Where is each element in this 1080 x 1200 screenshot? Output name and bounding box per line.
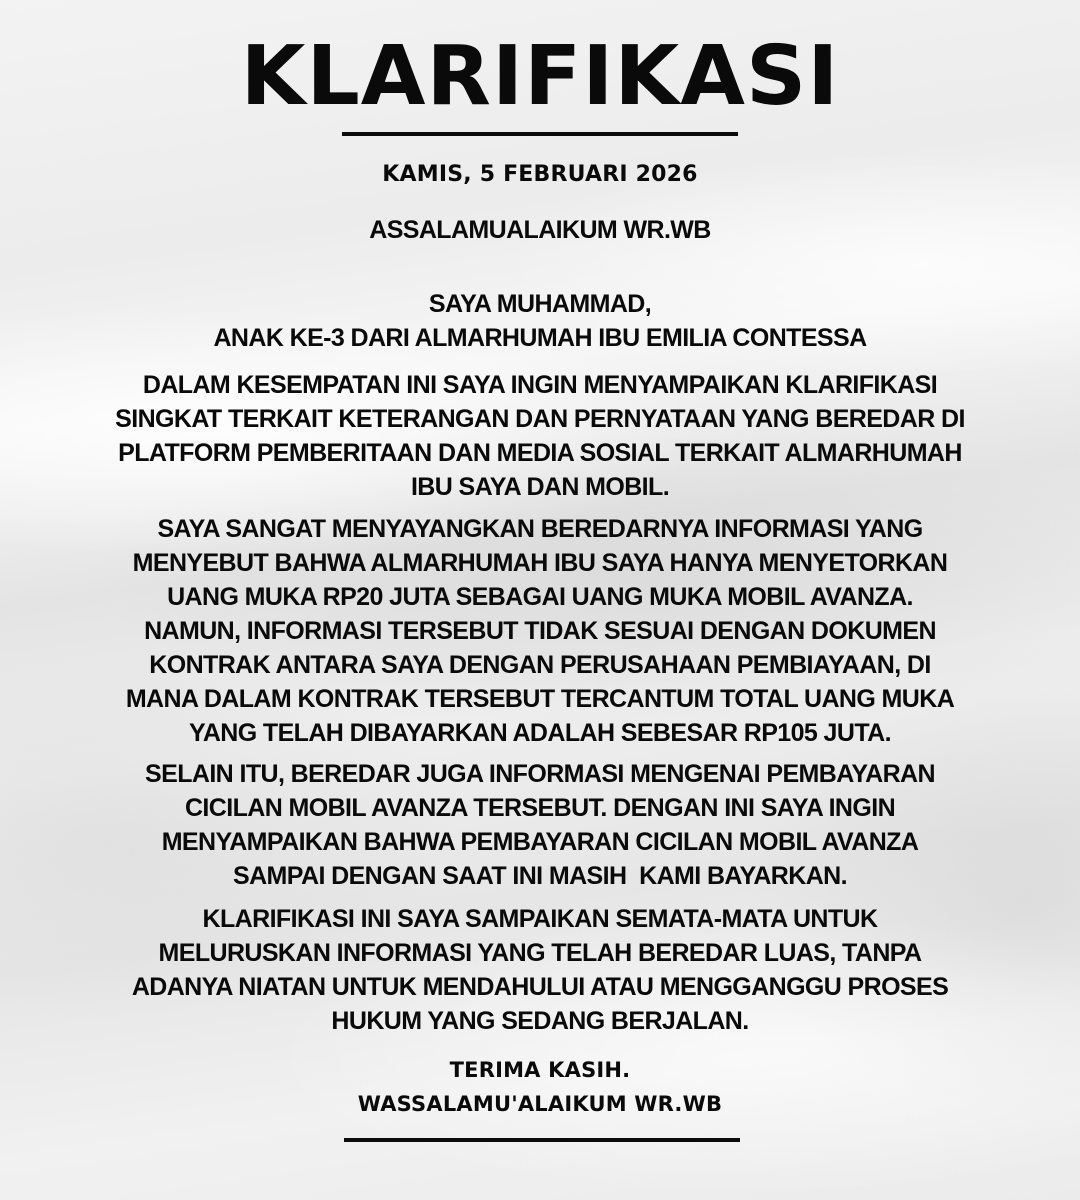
opening-greeting <box>0 213 1080 247</box>
paragraph-line: HUKUM YANG SEDANG BERJALAN. <box>331 1007 749 1035</box>
paragraph-line: NAMUN, INFORMASI TERSEBUT TIDAK SESUAI DENGAN DOKUMEN <box>144 617 936 645</box>
closing-line: WASSALAMU'ALAIKUM WR.WB <box>357 1092 723 1116</box>
author-introduction <box>0 287 1080 355</box>
date-text: KAMIS, 5 FEBRUARI 2026 <box>382 162 698 187</box>
paragraph-line: DALAM KESEMPATAN INI SAYA INGIN MENYAMPAIKAN KLARIFIKASI <box>142 371 938 399</box>
statement-date <box>0 158 1080 192</box>
paragraph-line: SINGKAT TERKAIT KETERANGAN DAN PERNYATAAN YANG BEREDAR DI <box>115 405 965 433</box>
paragraph-line: SELAIN ITU, BEREDAR JUGA INFORMASI MENGENAI PEMBAYARAN <box>145 760 935 788</box>
footer-divider <box>344 1138 740 1142</box>
closing-line: TERIMA KASIH. <box>449 1058 631 1082</box>
paragraph-line: MENYAMPAIKAN BAHWA PEMBAYARAN CICILAN MOBIL AVANZA <box>161 828 919 856</box>
greeting-text: ASSALAMUALAIKUM WR.WB <box>369 216 711 244</box>
paragraph-down-payment <box>0 512 1080 750</box>
title-divider <box>342 132 738 136</box>
intro-line: ANAK KE-3 DARI ALMARHUMAH IBU EMILIA CONTESSA <box>213 324 867 352</box>
paragraph-line: IBU SAYA DAN MOBIL. <box>410 473 670 501</box>
paragraph-line: KLARIFIKASI INI SAYA SAMPAIKAN SEMATA-MATA UNTUK <box>202 905 878 933</box>
paragraph-line: PLATFORM PEMBERITAAN DAN MEDIA SOSIAL TERKAIT ALMARHUMAH <box>118 439 962 467</box>
closing-greeting <box>0 1053 1080 1121</box>
paragraph-line: MELURUSKAN INFORMASI YANG TELAH BEREDAR LUAS, TANPA <box>158 939 922 967</box>
paragraph-purpose <box>0 368 1080 504</box>
paragraph-line: SAMPAI DENGAN SAAT INI MASIH KAMI BAYARKAN. <box>233 862 847 890</box>
intro-line: SAYA MUHAMMAD, <box>428 290 652 318</box>
document-title: KLARIFIKASI <box>240 29 840 124</box>
paragraph-line: UANG MUKA RP20 JUTA SEBAGAI UANG MUKA MOBIL AVANZA. <box>167 583 913 611</box>
paragraph-intent <box>0 902 1080 1038</box>
paragraph-installments <box>0 757 1080 893</box>
paragraph-line: YANG TELAH DIBAYARKAN ADALAH SEBESAR RP105 JUTA. <box>189 719 891 747</box>
paragraph-line: CICILAN MOBIL AVANZA TERSEBUT. DENGAN INI SAYA INGIN <box>184 794 896 822</box>
paragraph-line: SAYA SANGAT MENYAYANGKAN BEREDARNYA INFORMASI YANG <box>157 515 923 543</box>
paragraph-line: MENYEBUT BAHWA ALMARHUMAH IBU SAYA HANYA MENYETORKAN <box>132 549 948 577</box>
paragraph-line: ADANYA NIATAN UNTUK MENDAHULUI ATAU MENGGANGGU PROSES <box>131 973 949 1001</box>
paragraph-line: KONTRAK ANTARA SAYA DENGAN PERUSAHAAN PEMBIAYAAN, DI <box>149 651 931 679</box>
paragraph-line: MANA DALAM KONTRAK TERSEBUT TERCANTUM TOTAL UANG MUKA <box>125 685 955 713</box>
